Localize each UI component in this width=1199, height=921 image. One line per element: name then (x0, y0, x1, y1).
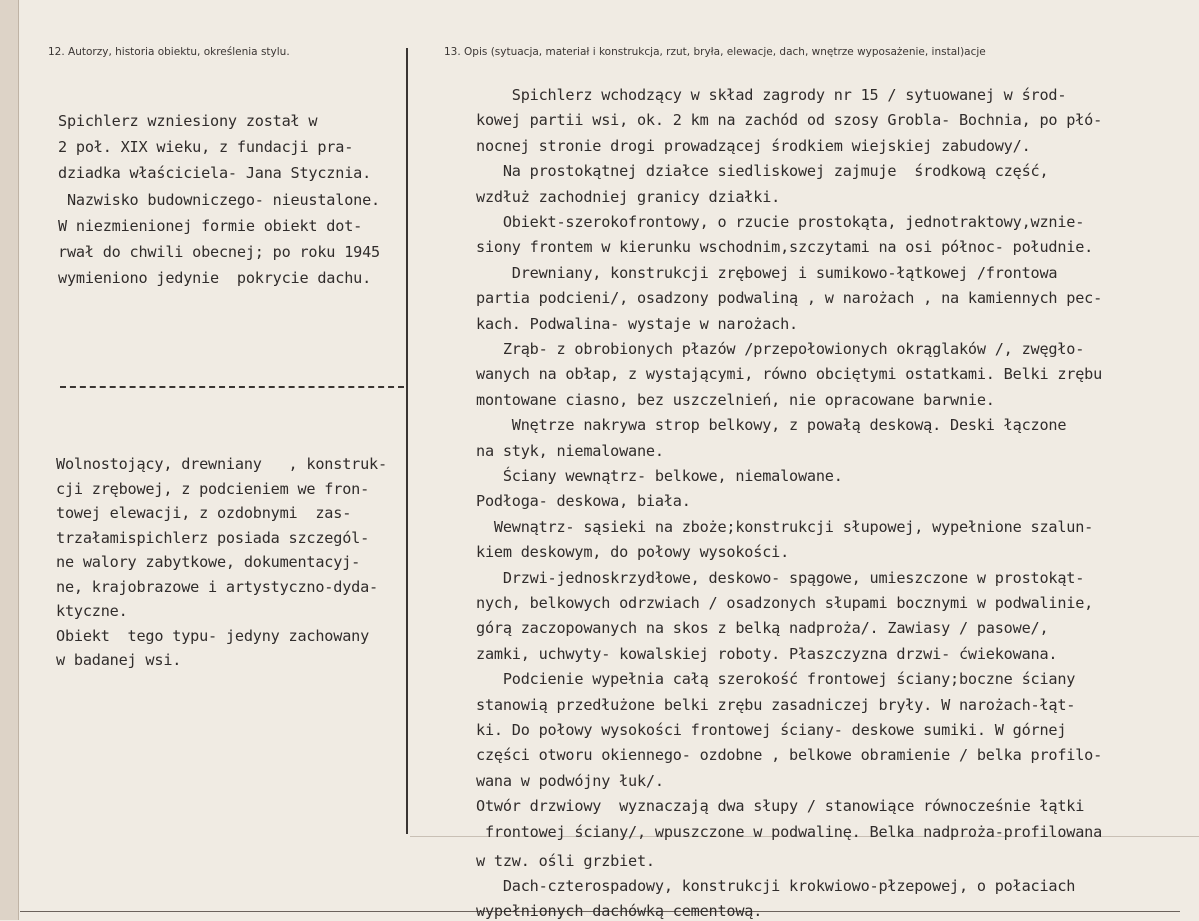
text-line: Nazwisko budowniczego- nieustalone. (58, 190, 380, 209)
text-line: siony frontem w kierunku wschodnim,szczytami na osi północ- południe. (476, 238, 1094, 257)
text-line: frontowej ściany/, wpuszczone w podwalinę. Belka nadproża-profilowana (476, 822, 1103, 841)
text-line: Obiekt-szerokofrontowy, o rzucie prostokąta, jednotraktowy,wznie- (476, 213, 1085, 231)
text-line: wanych na obłap, z wystającymi, równo obciętymi ostatkami. Belki zrębu (476, 365, 1103, 384)
text-line: trzałamispichlerz posiada szczegól- (56, 528, 370, 547)
page-edge (0, 0, 19, 920)
section-13-header: 13. Opis (sytuacja, materiał i konstrukcja, rzut, bryła, elewacje, dach, wnętrze wyposażenie, instal)acje (444, 46, 986, 58)
text-line: ki. Do połowy wysokości frontowej ściany- deskowe sumiki. W górnej (476, 721, 1067, 739)
text-line: zamki, uchwyty- kowalskiej roboty. Płaszczyzna drzwi- ćwiekowana. (476, 644, 1058, 663)
text-line: w badanej wsi. (56, 651, 182, 669)
text-line: partia podcieni/, osadzony podwaliną , w narożach , na kamiennych pec- (476, 289, 1103, 308)
text-line: nych, belkowych odrzwiach / osadzonych słupami bocznymi w podwalinie, (476, 594, 1094, 612)
text-line: Dach-czterospadowy, konstrukcji krokwiowo-płzepowej, o połaciach (476, 877, 1076, 895)
text-line: wymieniono jedynie pokrycie dachu. (58, 269, 372, 288)
text-line: rwał do chwili obecnej; po roku 1945 (58, 243, 380, 261)
text-line: montowane ciasno, bez uszczelnień, nie opracowane barwnie. (476, 390, 995, 409)
text-line: nocnej stronie drogi prowadzącej środkiem wiejskiej zabudowy/. (476, 136, 1031, 155)
section-12-header: 12. Autorzy, historia obiektu, określenia stylu. (48, 46, 290, 58)
text-line: Podłoga- deskowa, biała. (476, 492, 691, 511)
text-line: Wewnątrz- sąsieki na zboże;konstrukcji słupowej, wypełnione szalun- (476, 517, 1094, 536)
text-line: ne, krajobrazowe i artystyczno-dyda- (56, 577, 378, 596)
text-line: Drewniany, konstrukcji zrębowej i sumikowo-łątkowej /frontowa (476, 263, 1058, 282)
text-line: ne walory zabytkowe, dokumentacyj- (56, 553, 361, 571)
text-line: Spichlerz wzniesiony został w (58, 112, 318, 130)
text-line: Podcienie wypełnia całą szerokość frontowej ściany;boczne ściany (476, 670, 1076, 689)
text-line: Otwór drzwiowy wyznaczają dwa słupy / stanowiące równocześnie łątki (476, 797, 1085, 816)
text-line: części otworu okiennego- ozdobne , belkowe obramienie / belka profilo- (476, 746, 1103, 765)
text-line: górą zaczopowanych na skos z belką nadproża/. Zawiasy / pasowe/, (476, 619, 1049, 638)
text-line: W niezmienionej formie obiekt dot- (58, 216, 363, 235)
text-line: Wolnostojący, drewniany , konstruk- (56, 455, 387, 473)
text-line: kowej partii wsi, ok. 2 km na zachód od szosy Grobla- Bochnia, po płó- (476, 111, 1103, 130)
text-line: Drzwi-jednoskrzydłowe, deskowo- spągowe, umieszczone w prostokąt- (476, 568, 1085, 587)
text-line: ktyczne. (56, 602, 128, 620)
text-line: wypełnionych dachówką cementową. (476, 902, 763, 920)
text-line: towej elewacji, z ozdobnymi zas- (56, 504, 352, 522)
text-line: stanowią przedłużone belki zrębu zasadniczej bryły. W narożach-łąt- (476, 695, 1076, 714)
column-divider (406, 48, 408, 834)
text-line: dziadka właściciela- Jana Stycznia. (58, 164, 372, 183)
text-line: Na prostokątnej działce siedliskowej zajmuje środkową część, (476, 162, 1049, 181)
dashed-separator (60, 386, 404, 388)
text-line: Spichlerz wchodzący w skład zagrody nr 15 / sytuowanej w środ- (476, 86, 1067, 104)
text-line: wana w podwójny łuk/. (476, 771, 664, 790)
text-line: Obiekt tego typu- jedyny zachowany (56, 626, 370, 645)
text-line: 2 poł. XIX wieku, z fundacji pra- (58, 138, 354, 157)
text-line: kiem deskowym, do połowy wysokości. (476, 543, 790, 562)
text-line: Zrąb- z obrobionych płazów /przepołowionych okrąglaków /, zwęgło- (476, 340, 1085, 358)
text-line: Ściany wewnątrz- belkowe, niemalowane. (476, 467, 843, 485)
text-line: Wnętrze nakrywa strop belkowy, z powałą deskową. Deski łączone (476, 416, 1067, 435)
text-line: cji zrębowej, z podcieniem we fron- (56, 479, 370, 498)
text-line: na styk, niemalowane. (476, 441, 664, 460)
text-line: kach. Podwalina- wystaje w narożach. (476, 314, 798, 333)
text-line: w tzw. ośli grzbiet. (476, 852, 655, 870)
text-line: wzdłuż zachodniej granicy działki. (476, 187, 781, 206)
